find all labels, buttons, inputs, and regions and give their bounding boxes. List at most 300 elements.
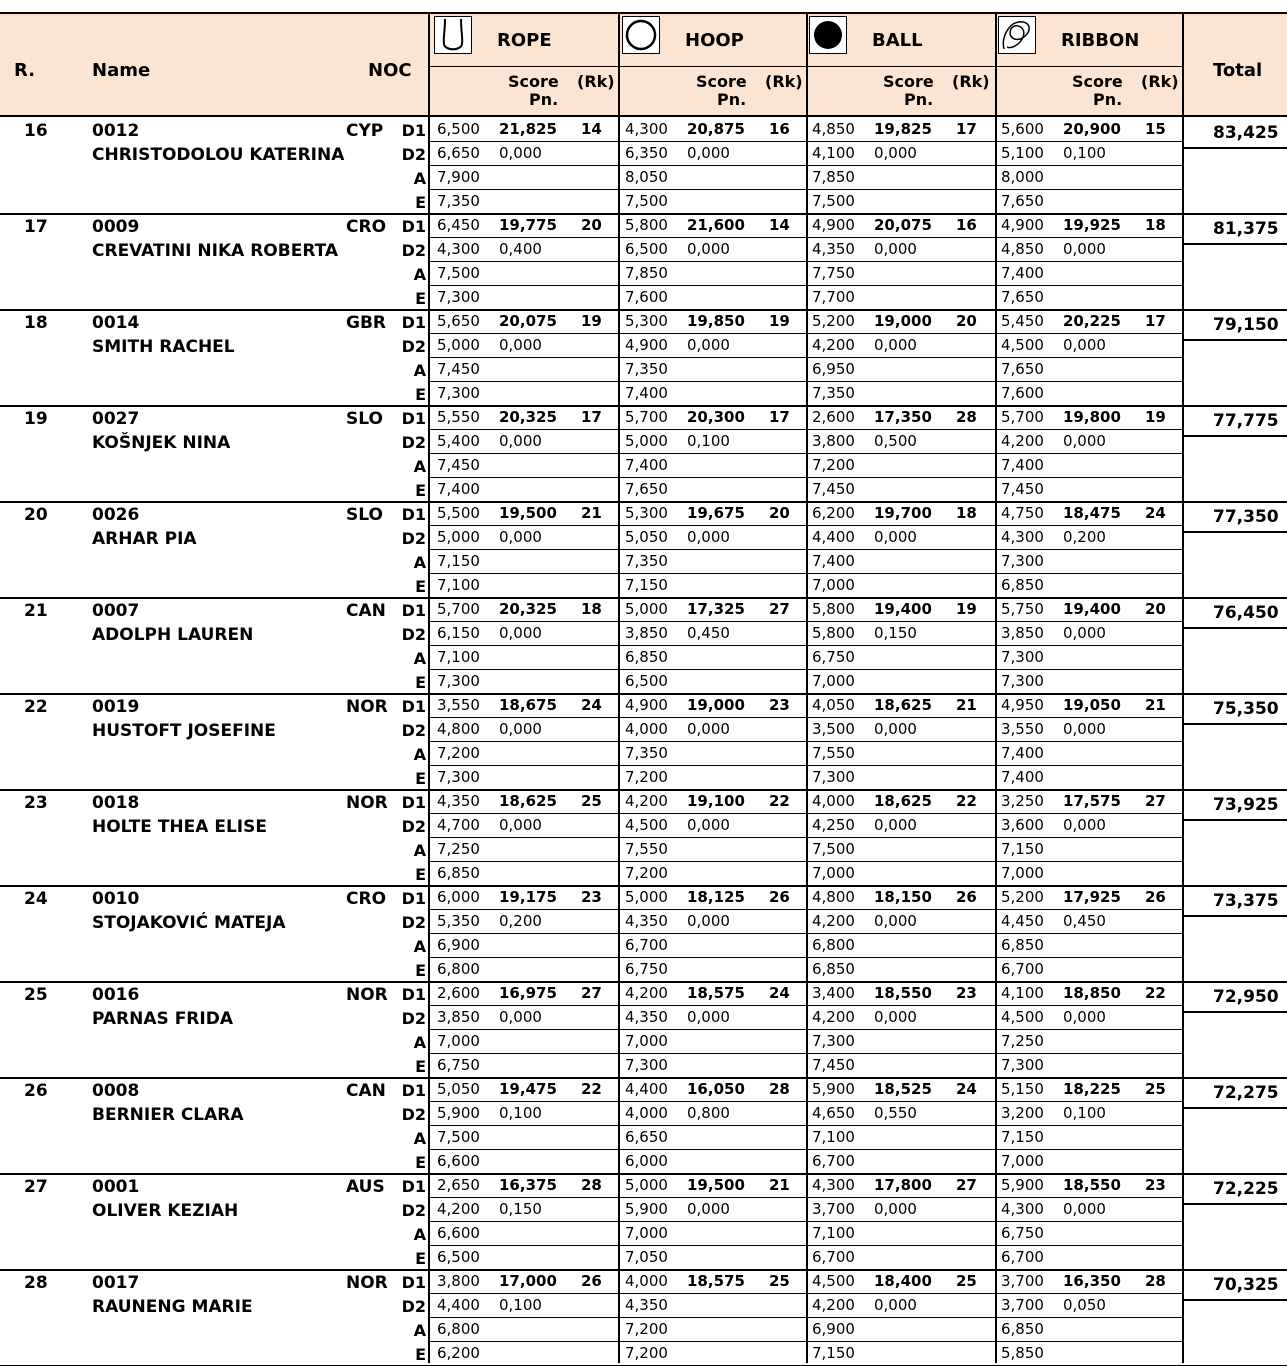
apparatus-rank: 27 bbox=[956, 1176, 977, 1194]
apparatus-total-score: 18,400 bbox=[874, 1272, 932, 1290]
apparatus-rank: 20 bbox=[581, 216, 602, 234]
apparatus-total-score: 18,575 bbox=[687, 1272, 745, 1290]
grid-line-horizontal bbox=[618, 765, 806, 766]
grid-line-horizontal bbox=[428, 549, 618, 550]
penalty-score: 0,000 bbox=[1063, 1008, 1106, 1026]
artistic-score: 7,200 bbox=[437, 744, 480, 762]
athlete-bib: 0019 bbox=[92, 697, 140, 717]
d2-score: 4,200 bbox=[1001, 432, 1044, 450]
judge-panel-label: A bbox=[413, 169, 426, 188]
apparatus-total-score: 19,400 bbox=[1063, 600, 1121, 618]
athlete-rank: 23 bbox=[24, 793, 48, 813]
d1-score: 4,300 bbox=[625, 120, 668, 138]
execution-score: 7,350 bbox=[437, 192, 480, 210]
penalty-score: 0,450 bbox=[687, 624, 730, 642]
grid-line-horizontal bbox=[806, 381, 995, 382]
d2-score: 4,800 bbox=[437, 720, 480, 738]
d2-score: 4,500 bbox=[1001, 336, 1044, 354]
penalty-score: 0,000 bbox=[874, 1296, 917, 1314]
grid-line-horizontal bbox=[1183, 819, 1287, 821]
d2-score: 4,500 bbox=[1001, 1008, 1044, 1026]
apparatus-rank: 28 bbox=[956, 408, 977, 426]
grid-line-horizontal bbox=[428, 1317, 618, 1318]
penalty-score: 0,000 bbox=[1063, 1200, 1106, 1218]
apparatus-total-score: 18,150 bbox=[874, 888, 932, 906]
athlete-noc: CYP bbox=[346, 121, 384, 141]
apparatus-total-score: 18,125 bbox=[687, 888, 745, 906]
artistic-score: 7,400 bbox=[625, 456, 668, 474]
grid-line-horizontal bbox=[806, 429, 995, 430]
athlete-noc: NOR bbox=[346, 1273, 388, 1293]
penalty-score: 0,000 bbox=[499, 624, 542, 642]
d1-score: 5,150 bbox=[1001, 1080, 1044, 1098]
artistic-score: 7,400 bbox=[1001, 264, 1044, 282]
grid-line-horizontal bbox=[995, 237, 1183, 238]
judge-panel-label: D1 bbox=[401, 985, 426, 1004]
apparatus-rank: 17 bbox=[581, 408, 602, 426]
execution-score: 6,850 bbox=[437, 864, 480, 882]
apparatus-rank: 22 bbox=[956, 792, 977, 810]
execution-score: 7,450 bbox=[812, 480, 855, 498]
grid-line-horizontal bbox=[806, 1245, 995, 1246]
athlete-name: SMITH RACHEL bbox=[92, 337, 235, 357]
apparatus-total-score: 19,475 bbox=[499, 1080, 557, 1098]
grid-line-horizontal bbox=[428, 477, 618, 478]
grid-line-horizontal bbox=[1183, 243, 1287, 245]
grid-line-horizontal bbox=[806, 357, 995, 358]
grid-line-horizontal bbox=[995, 1101, 1183, 1102]
penalty-score: 0,100 bbox=[499, 1296, 542, 1314]
execution-score: 7,200 bbox=[625, 768, 668, 786]
apparatus-total-score: 20,075 bbox=[874, 216, 932, 234]
apparatus-rank: 18 bbox=[956, 504, 977, 522]
artistic-score: 7,200 bbox=[812, 456, 855, 474]
execution-score: 7,300 bbox=[1001, 1056, 1044, 1074]
hoop-icon bbox=[622, 16, 660, 54]
penalty-score: 0,000 bbox=[1063, 816, 1106, 834]
artistic-score: 7,450 bbox=[437, 360, 480, 378]
athlete-name: KOŠNJEK NINA bbox=[92, 433, 231, 453]
grid-line-horizontal bbox=[428, 741, 618, 742]
grid-line-horizontal bbox=[995, 1125, 1183, 1126]
apparatus-rank: 24 bbox=[581, 696, 602, 714]
penalty-score: 0,000 bbox=[874, 144, 917, 162]
d1-score: 3,700 bbox=[1001, 1272, 1044, 1290]
athlete-total: 79,150 bbox=[1213, 315, 1279, 335]
apparatus-rank: 17 bbox=[1145, 312, 1166, 330]
d2-score: 4,500 bbox=[625, 816, 668, 834]
d1-score: 4,900 bbox=[812, 216, 855, 234]
athlete-rank: 19 bbox=[24, 409, 48, 429]
d2-score: 6,500 bbox=[625, 240, 668, 258]
grid-line-horizontal bbox=[618, 573, 806, 574]
grid-line-horizontal bbox=[806, 573, 995, 574]
apparatus-rank: 26 bbox=[581, 1272, 602, 1290]
grid-line-horizontal bbox=[428, 1245, 618, 1246]
apparatus-rank: 20 bbox=[956, 312, 977, 330]
grid-line-horizontal bbox=[806, 1029, 995, 1030]
execution-score: 7,450 bbox=[812, 1056, 855, 1074]
athlete-total: 76,450 bbox=[1213, 603, 1279, 623]
grid-line-horizontal bbox=[428, 237, 618, 238]
judge-panel-label: D2 bbox=[401, 1105, 426, 1124]
execution-score: 6,700 bbox=[1001, 960, 1044, 978]
execution-score: 6,850 bbox=[812, 960, 855, 978]
artistic-score: 7,250 bbox=[437, 840, 480, 858]
apparatus-rank: 24 bbox=[1145, 504, 1166, 522]
d2-score: 4,350 bbox=[812, 240, 855, 258]
penalty-score: 0,000 bbox=[687, 336, 730, 354]
judge-panel-label: D1 bbox=[401, 409, 426, 428]
grid-line-horizontal bbox=[428, 1293, 618, 1294]
artistic-score: 7,200 bbox=[625, 1320, 668, 1338]
grid-line-horizontal bbox=[806, 261, 995, 262]
grid-line-horizontal bbox=[1183, 627, 1287, 629]
score-subheader: Score bbox=[883, 72, 934, 91]
athlete-total: 77,350 bbox=[1213, 507, 1279, 527]
d1-score: 4,750 bbox=[1001, 504, 1044, 522]
grid-line-horizontal bbox=[1183, 1203, 1287, 1205]
d2-score: 3,700 bbox=[812, 1200, 855, 1218]
grid-line-horizontal bbox=[806, 1149, 995, 1150]
d1-score: 4,100 bbox=[1001, 984, 1044, 1002]
judge-panel-label: D2 bbox=[401, 337, 426, 356]
artistic-score: 6,850 bbox=[625, 648, 668, 666]
execution-score: 7,000 bbox=[812, 672, 855, 690]
artistic-score: 7,150 bbox=[1001, 1128, 1044, 1146]
apparatus-total-score: 17,800 bbox=[874, 1176, 932, 1194]
apparatus-total-score: 20,225 bbox=[1063, 312, 1121, 330]
d1-score: 5,300 bbox=[625, 312, 668, 330]
penalty-score: 0,200 bbox=[1063, 528, 1106, 546]
grid-line-horizontal bbox=[428, 717, 618, 718]
d1-score: 4,900 bbox=[625, 696, 668, 714]
d2-score: 4,300 bbox=[1001, 1200, 1044, 1218]
artistic-score: 6,650 bbox=[625, 1128, 668, 1146]
athlete-noc: CAN bbox=[346, 1081, 386, 1101]
penalty-score: 0,000 bbox=[499, 720, 542, 738]
grid-line-horizontal bbox=[806, 741, 995, 742]
athlete-bib: 0007 bbox=[92, 601, 140, 621]
d1-score: 4,300 bbox=[812, 1176, 855, 1194]
apparatus-rank: 23 bbox=[956, 984, 977, 1002]
grid-line-horizontal bbox=[428, 165, 618, 166]
judge-panel-label: D2 bbox=[401, 1009, 426, 1028]
apparatus-rank: 21 bbox=[956, 696, 977, 714]
artistic-score: 7,350 bbox=[625, 360, 668, 378]
penalty-score: 0,000 bbox=[499, 144, 542, 162]
artistic-score: 6,950 bbox=[812, 360, 855, 378]
d1-score: 5,500 bbox=[437, 504, 480, 522]
grid-line-horizontal bbox=[1183, 1299, 1287, 1301]
penalty-score: 0,000 bbox=[1063, 336, 1106, 354]
apparatus-rank: 25 bbox=[581, 792, 602, 810]
artistic-score: 7,500 bbox=[437, 1128, 480, 1146]
execution-score: 7,150 bbox=[812, 1344, 855, 1362]
athlete-noc: NOR bbox=[346, 697, 388, 717]
total-header: Total bbox=[1213, 60, 1263, 81]
grid-line-horizontal bbox=[806, 1125, 995, 1126]
rope-icon bbox=[434, 16, 472, 54]
grid-line-horizontal bbox=[618, 933, 806, 934]
d1-score: 5,200 bbox=[1001, 888, 1044, 906]
athlete-rank: 18 bbox=[24, 313, 48, 333]
penalty-score: 0,500 bbox=[874, 432, 917, 450]
artistic-score: 7,100 bbox=[812, 1128, 855, 1146]
execution-score: 7,650 bbox=[1001, 192, 1044, 210]
grid-line-horizontal bbox=[0, 405, 1287, 407]
d2-score: 4,350 bbox=[625, 1008, 668, 1026]
apparatus-rank: 22 bbox=[769, 792, 790, 810]
d1-score: 5,900 bbox=[1001, 1176, 1044, 1194]
execution-score: 7,300 bbox=[437, 288, 480, 306]
judge-panel-label: D1 bbox=[401, 1177, 426, 1196]
execution-score: 7,200 bbox=[625, 864, 668, 882]
judge-panel-label: D2 bbox=[401, 913, 426, 932]
grid-line-horizontal bbox=[0, 501, 1287, 503]
apparatus-total-score: 18,525 bbox=[874, 1080, 932, 1098]
judge-panel-label: D2 bbox=[401, 1201, 426, 1220]
grid-line-horizontal bbox=[428, 381, 618, 382]
apparatus-total-score: 19,175 bbox=[499, 888, 557, 906]
d2-score: 5,800 bbox=[812, 624, 855, 642]
d1-score: 3,250 bbox=[1001, 792, 1044, 810]
penalty-score: 0,100 bbox=[499, 1104, 542, 1122]
name-header: Name bbox=[92, 60, 151, 81]
apparatus-total-score: 19,675 bbox=[687, 504, 745, 522]
grid-line-horizontal bbox=[995, 429, 1183, 430]
grid-line-vertical bbox=[618, 12, 620, 1363]
d1-score: 4,950 bbox=[1001, 696, 1044, 714]
artistic-score: 7,400 bbox=[1001, 744, 1044, 762]
artistic-score: 7,750 bbox=[812, 264, 855, 282]
judge-panel-label: E bbox=[415, 1249, 426, 1268]
d2-score: 4,000 bbox=[625, 1104, 668, 1122]
apparatus-total-score: 19,100 bbox=[687, 792, 745, 810]
apparatus-total-score: 20,875 bbox=[687, 120, 745, 138]
athlete-bib: 0018 bbox=[92, 793, 140, 813]
apparatus-total-score: 18,550 bbox=[1063, 1176, 1121, 1194]
score-subheader: Score bbox=[508, 72, 559, 91]
d2-score: 3,700 bbox=[1001, 1296, 1044, 1314]
execution-score: 7,650 bbox=[1001, 288, 1044, 306]
d1-score: 4,200 bbox=[625, 984, 668, 1002]
d2-score: 3,800 bbox=[812, 432, 855, 450]
d2-score: 3,850 bbox=[437, 1008, 480, 1026]
penalty-score: 0,150 bbox=[499, 1200, 542, 1218]
d1-score: 4,000 bbox=[625, 1272, 668, 1290]
athlete-rank: 21 bbox=[24, 601, 48, 621]
grid-line-horizontal bbox=[806, 141, 995, 142]
penalty-score: 0,000 bbox=[874, 240, 917, 258]
d2-score: 5,050 bbox=[625, 528, 668, 546]
artistic-score: 6,750 bbox=[812, 648, 855, 666]
grid-line-horizontal bbox=[618, 285, 806, 286]
penalty-score: 0,150 bbox=[874, 624, 917, 642]
penalty-subheader: Pn. bbox=[904, 90, 934, 109]
execution-score: 7,400 bbox=[625, 384, 668, 402]
apparatus-rank: 23 bbox=[581, 888, 602, 906]
grid-line-horizontal bbox=[618, 645, 806, 646]
grid-line-horizontal bbox=[428, 837, 618, 838]
grid-line-horizontal bbox=[1183, 339, 1287, 341]
grid-line-horizontal bbox=[0, 1173, 1287, 1175]
athlete-name: RAUNENG MARIE bbox=[92, 1297, 253, 1317]
grid-line-horizontal bbox=[618, 165, 806, 166]
apparatus-rank: 26 bbox=[956, 888, 977, 906]
grid-line-horizontal bbox=[428, 189, 618, 190]
athlete-rank: 26 bbox=[24, 1081, 48, 1101]
artistic-score: 7,350 bbox=[625, 744, 668, 762]
athlete-total: 70,325 bbox=[1213, 1275, 1279, 1295]
apparatus-rank: 19 bbox=[769, 312, 790, 330]
judge-panel-label: A bbox=[413, 1129, 426, 1148]
d1-score: 5,050 bbox=[437, 1080, 480, 1098]
grid-line-horizontal bbox=[995, 357, 1183, 358]
apparatus-header-ball: BALL bbox=[872, 30, 923, 51]
artistic-score: 7,850 bbox=[812, 168, 855, 186]
d1-score: 5,000 bbox=[625, 600, 668, 618]
d2-score: 4,850 bbox=[1001, 240, 1044, 258]
judge-panel-label: E bbox=[415, 577, 426, 596]
execution-score: 6,000 bbox=[625, 1152, 668, 1170]
grid-line-horizontal bbox=[806, 861, 995, 862]
penalty-score: 0,000 bbox=[874, 816, 917, 834]
athlete-total: 75,350 bbox=[1213, 699, 1279, 719]
d2-score: 5,400 bbox=[437, 432, 480, 450]
grid-line-horizontal bbox=[806, 957, 995, 958]
judge-panel-label: D1 bbox=[401, 889, 426, 908]
athlete-rank: 28 bbox=[24, 1273, 48, 1293]
grid-line-horizontal bbox=[995, 765, 1183, 766]
grid-line-horizontal bbox=[995, 1005, 1183, 1006]
grid-line-horizontal bbox=[618, 621, 806, 622]
judge-panel-label: A bbox=[413, 745, 426, 764]
grid-line-horizontal bbox=[618, 1101, 806, 1102]
judge-panel-label: D1 bbox=[401, 601, 426, 620]
athlete-rank: 25 bbox=[24, 985, 48, 1005]
grid-line-horizontal bbox=[0, 1077, 1287, 1079]
athlete-bib: 0017 bbox=[92, 1273, 140, 1293]
grid-line-horizontal bbox=[618, 1317, 806, 1318]
apparatus-rank: 21 bbox=[769, 1176, 790, 1194]
d2-score: 6,650 bbox=[437, 144, 480, 162]
grid-line-horizontal bbox=[995, 285, 1183, 286]
judge-panel-label: E bbox=[415, 1153, 426, 1172]
artistic-score: 6,600 bbox=[437, 1224, 480, 1242]
artistic-score: 7,400 bbox=[812, 552, 855, 570]
grid-line-horizontal bbox=[428, 261, 618, 262]
apparatus-total-score: 18,575 bbox=[687, 984, 745, 1002]
judge-panel-label: E bbox=[415, 289, 426, 308]
execution-score: 7,300 bbox=[812, 768, 855, 786]
execution-score: 6,600 bbox=[437, 1152, 480, 1170]
d1-score: 5,000 bbox=[625, 1176, 668, 1194]
penalty-score: 0,000 bbox=[687, 912, 730, 930]
penalty-score: 0,000 bbox=[499, 1008, 542, 1026]
apparatus-rank: 22 bbox=[581, 1080, 602, 1098]
ribbon-icon bbox=[998, 16, 1036, 54]
penalty-subheader: Pn. bbox=[717, 90, 747, 109]
grid-line-horizontal bbox=[995, 1197, 1183, 1198]
d1-score: 6,000 bbox=[437, 888, 480, 906]
apparatus-header-ribbon: RIBBON bbox=[1061, 30, 1140, 51]
d2-score: 3,850 bbox=[1001, 624, 1044, 642]
d2-score: 4,300 bbox=[1001, 528, 1044, 546]
judge-panel-label: D1 bbox=[401, 121, 426, 140]
athlete-bib: 0012 bbox=[92, 121, 140, 141]
artistic-score: 7,500 bbox=[812, 840, 855, 858]
d2-score: 5,900 bbox=[437, 1104, 480, 1122]
grid-line-horizontal bbox=[428, 573, 618, 574]
artistic-score: 6,800 bbox=[437, 1320, 480, 1338]
apparatus-total-score: 18,550 bbox=[874, 984, 932, 1002]
athlete-total: 72,225 bbox=[1213, 1179, 1279, 1199]
grid-line-horizontal bbox=[806, 1293, 995, 1294]
grid-line-vertical bbox=[806, 12, 808, 1363]
penalty-score: 0,000 bbox=[1063, 720, 1106, 738]
grid-line-horizontal bbox=[428, 1341, 618, 1342]
d2-score: 4,400 bbox=[437, 1296, 480, 1314]
execution-score: 6,700 bbox=[812, 1152, 855, 1170]
judge-panel-label: D1 bbox=[401, 1081, 426, 1100]
grid-line-horizontal bbox=[806, 285, 995, 286]
penalty-score: 0,050 bbox=[1063, 1296, 1106, 1314]
execution-score: 7,650 bbox=[625, 480, 668, 498]
noc-header: NOC bbox=[368, 60, 412, 81]
penalty-score: 0,000 bbox=[687, 240, 730, 258]
d1-score: 5,700 bbox=[625, 408, 668, 426]
judge-panel-label: D2 bbox=[401, 625, 426, 644]
grid-line-horizontal bbox=[806, 333, 995, 334]
grid-line-horizontal bbox=[995, 189, 1183, 190]
athlete-total: 72,275 bbox=[1213, 1083, 1279, 1103]
grid-line-horizontal bbox=[1183, 147, 1287, 149]
apparatus-total-score: 20,075 bbox=[499, 312, 557, 330]
execution-score: 6,500 bbox=[437, 1248, 480, 1266]
apparatus-header-rope: ROPE bbox=[497, 30, 552, 51]
apparatus-total-score: 16,375 bbox=[499, 1176, 557, 1194]
apparatus-total-score: 18,625 bbox=[874, 792, 932, 810]
apparatus-rank: 27 bbox=[581, 984, 602, 1002]
grid-line-horizontal bbox=[995, 837, 1183, 838]
apparatus-rank: 20 bbox=[769, 504, 790, 522]
athlete-bib: 0008 bbox=[92, 1081, 140, 1101]
d2-score: 4,100 bbox=[812, 144, 855, 162]
athlete-rank: 22 bbox=[24, 697, 48, 717]
execution-score: 7,200 bbox=[625, 1344, 668, 1362]
execution-score: 7,600 bbox=[1001, 384, 1044, 402]
grid-line-horizontal bbox=[995, 1221, 1183, 1222]
athlete-total: 83,425 bbox=[1213, 123, 1279, 143]
apparatus-total-score: 20,300 bbox=[687, 408, 745, 426]
apparatus-total-score: 18,625 bbox=[874, 696, 932, 714]
grid-line-horizontal bbox=[0, 981, 1287, 983]
d1-score: 5,650 bbox=[437, 312, 480, 330]
artistic-score: 7,550 bbox=[625, 840, 668, 858]
grid-line-horizontal bbox=[995, 813, 1183, 814]
grid-line-horizontal bbox=[428, 669, 618, 670]
grid-line-horizontal bbox=[618, 261, 806, 262]
grid-line-horizontal bbox=[0, 789, 1287, 791]
execution-score: 7,100 bbox=[437, 576, 480, 594]
artistic-score: 7,500 bbox=[437, 264, 480, 282]
grid-line-horizontal bbox=[806, 909, 995, 910]
grid-line-horizontal bbox=[806, 477, 995, 478]
execution-score: 7,050 bbox=[625, 1248, 668, 1266]
apparatus-total-score: 18,625 bbox=[499, 792, 557, 810]
athlete-bib: 0001 bbox=[92, 1177, 140, 1197]
